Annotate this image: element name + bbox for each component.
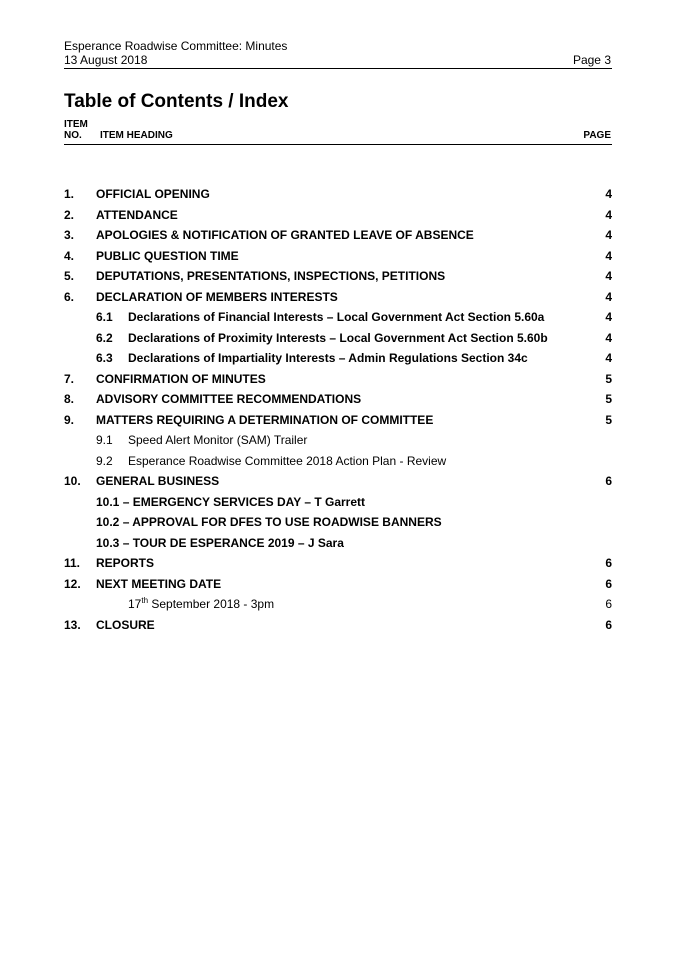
toc-entry	[64, 269, 612, 285]
toc-entry-heading: REPORTS	[96, 556, 155, 570]
toc-entry-number: 6.1	[96, 310, 113, 324]
toc-entry-number: 2.	[64, 208, 75, 222]
page-title: Table of Contents / Index	[64, 91, 289, 112]
toc-entry	[64, 474, 612, 490]
toc-entry-page: 4	[605, 187, 612, 201]
toc-subentry	[64, 454, 612, 470]
toc-subentry	[64, 351, 612, 367]
toc-entry-heading: GENERAL BUSINESS	[96, 474, 220, 488]
toc-entry-heading: DEPUTATIONS, PRESENTATIONS, INSPECTIONS, PETITIONS	[96, 269, 446, 283]
toc-entry-number: 10.	[64, 474, 81, 488]
toc-subentry	[64, 433, 612, 449]
toc-entry-heading	[128, 597, 274, 611]
column-divider	[64, 144, 612, 145]
toc-entry-number: 7.	[64, 372, 75, 386]
toc-entry-heading: 10.3 – TOUR DE ESPERANCE 2019 – J Sara	[96, 536, 344, 550]
column-item-heading: ITEM HEADING	[100, 130, 173, 141]
toc-entry-heading: CLOSURE	[96, 618, 155, 632]
toc-entry-page: 4	[605, 310, 612, 324]
toc-entry-heading: Declarations of Financial Interests – Local Government Act Section 5.60a	[128, 310, 545, 324]
toc-entry-number: 8.	[64, 392, 75, 406]
toc-entry-heading: 10.2 – APPROVAL FOR DFES TO USE ROADWISE BANNERS	[96, 515, 442, 529]
toc-entry	[64, 372, 612, 388]
toc-entry-heading: Declarations of Proximity Interests – Local Government Act Section 5.60b	[128, 331, 548, 345]
toc-entry-page: 4	[605, 290, 612, 304]
toc-entry-number: 9.1	[96, 433, 113, 447]
toc-entry-page: 4	[605, 228, 612, 242]
toc-subentry	[64, 331, 612, 347]
toc-entry-number: 9.2	[96, 454, 113, 468]
toc-entry-heading: ATTENDANCE	[96, 208, 178, 222]
toc-entry-page: 6	[605, 474, 612, 488]
toc-entry-page: 5	[605, 413, 612, 427]
toc-entry-heading: ADVISORY COMMITTEE RECOMMENDATIONS	[96, 392, 362, 406]
meeting-date: 13 August 2018	[64, 53, 148, 67]
column-item-line1: ITEM	[64, 119, 88, 130]
toc-entry-page: 4	[605, 208, 612, 222]
toc-entry	[64, 392, 612, 408]
toc-entry-heading: CONFIRMATION OF MINUTES	[96, 372, 266, 386]
toc-subentry	[64, 515, 612, 531]
toc-entry-heading: OFFICIAL OPENING	[96, 187, 210, 201]
toc-entry	[64, 556, 612, 572]
toc-entry	[64, 290, 612, 306]
toc-entry-number: 6.2	[96, 331, 113, 345]
toc-entry	[64, 249, 612, 265]
toc-entry-page: 4	[605, 249, 612, 263]
meeting-day: 17	[128, 597, 142, 611]
toc-subentry	[64, 495, 612, 511]
toc-entry-number: 13.	[64, 618, 81, 632]
column-item-line2: NO.	[64, 130, 82, 141]
toc-entry-heading: DECLARATION OF MEMBERS INTERESTS	[96, 290, 338, 304]
toc-entry	[64, 413, 612, 429]
toc-entry-number: 9.	[64, 413, 75, 427]
toc-entry-number: 4.	[64, 249, 75, 263]
toc-entry-page: 6	[605, 618, 612, 632]
toc-entry-page: 4	[605, 269, 612, 283]
toc-entry	[64, 187, 612, 203]
toc-entry-heading: Declarations of Impartiality Interests – Admin Regulations Section 34c	[128, 351, 528, 365]
toc-entry-page: 6	[605, 577, 612, 591]
page-number: Page 3	[572, 53, 611, 67]
toc-entry-page: 5	[605, 392, 612, 406]
document-title: Esperance Roadwise Committee: Minutes	[64, 39, 288, 53]
toc-entry-number: 6.3	[96, 351, 113, 365]
meeting-date-rest: September 2018 - 3pm	[148, 597, 275, 611]
toc-entry-number: 3.	[64, 228, 75, 242]
toc-entry	[64, 618, 612, 634]
toc-entry-page: 4	[605, 351, 612, 365]
toc-entry-heading: PUBLIC QUESTION TIME	[96, 249, 239, 263]
toc-entry-heading: NEXT MEETING DATE	[96, 577, 222, 591]
column-item-no	[64, 119, 88, 141]
toc-entry	[64, 208, 612, 224]
toc-entry-number: 1.	[64, 187, 75, 201]
toc-entry-number: 12.	[64, 577, 81, 591]
toc-subentry	[64, 536, 612, 552]
toc-entry-heading: Speed Alert Monitor (SAM) Trailer	[128, 433, 308, 447]
column-page: PAGE	[583, 130, 611, 141]
toc-entry	[64, 228, 612, 244]
toc-subentry	[64, 310, 612, 326]
toc-entry-heading: Esperance Roadwise Committee 2018 Action Plan - Review	[128, 454, 447, 468]
toc-entry-page: 6	[605, 597, 612, 611]
toc-entry-page: 6	[605, 556, 612, 570]
toc-entry-number: 11.	[64, 556, 81, 570]
header-divider	[64, 68, 612, 69]
toc-entry-page: 4	[605, 331, 612, 345]
toc-entry-page: 5	[605, 372, 612, 386]
day-suffix: th	[141, 596, 149, 605]
toc-entry-number: 6.	[64, 290, 75, 304]
toc-entry-heading: APOLOGIES & NOTIFICATION OF GRANTED LEAVE OF ABSENCE	[96, 228, 474, 242]
toc-entry-heading: MATTERS REQUIRING A DETERMINATION OF COMMITTEE	[96, 413, 434, 427]
toc-entry-number: 5.	[64, 269, 75, 283]
toc-entry	[64, 577, 612, 593]
toc-subentry	[64, 597, 612, 613]
toc-entry-heading: 10.1 – EMERGENCY SERVICES DAY – T Garrett	[96, 495, 365, 509]
